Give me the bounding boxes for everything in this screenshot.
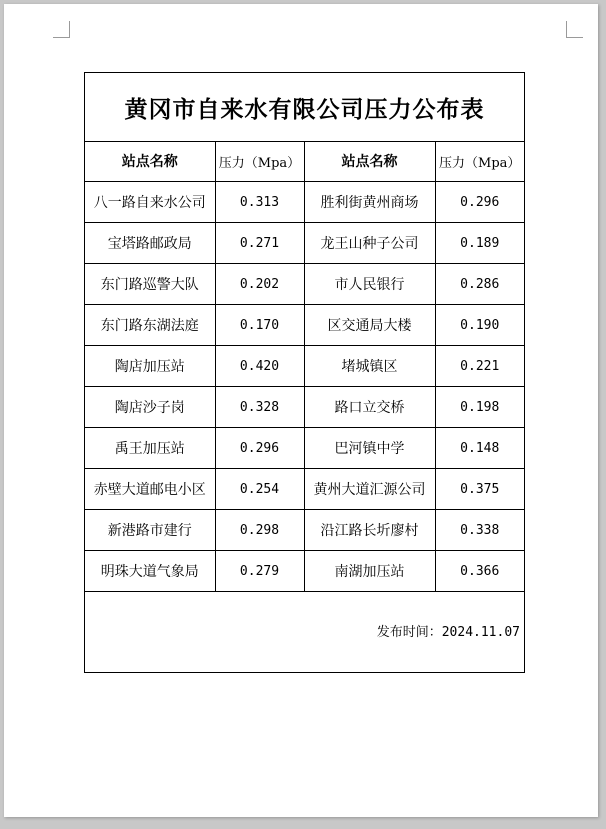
header-pressure-right: 压力（Mpa） (435, 141, 524, 182)
table-title: 黄冈市自来水有限公司压力公布表 (85, 73, 524, 142)
pressure-value-cell: 0.170 (215, 305, 304, 346)
station-name-cell: 陶店沙子岗 (85, 387, 215, 428)
station-name-cell: 禹王加压站 (85, 428, 215, 469)
header-station-left: 站点名称 (85, 141, 215, 182)
header-pressure-left: 压力（Mpa） (215, 141, 304, 182)
station-name-cell: 龙王山种子公司 (304, 223, 435, 264)
pressure-value-cell: 0.254 (215, 469, 304, 510)
publish-time-label: 发布时间： (376, 625, 442, 640)
station-name-cell: 赤壁大道邮电小区 (85, 469, 215, 510)
table-row (85, 305, 524, 346)
station-name-cell: 沿江路长圻廖村 (304, 510, 435, 551)
station-name-cell: 八一路自来水公司 (85, 182, 215, 223)
table-row (85, 387, 524, 428)
station-name-cell: 胜利街黄州商场 (304, 182, 435, 223)
station-name-cell: 堵城镇区 (304, 346, 435, 387)
pressure-value-cell: 0.338 (435, 510, 524, 551)
station-name-cell: 南湖加压站 (304, 551, 435, 592)
pressure-table-sheet (84, 72, 525, 673)
pressure-value-cell: 0.202 (215, 264, 304, 305)
pressure-value-cell: 0.148 (435, 428, 524, 469)
station-name-cell: 东门路东湖法庭 (85, 305, 215, 346)
pressure-value-cell: 0.279 (215, 551, 304, 592)
pressure-table (85, 141, 524, 592)
table-row (85, 551, 524, 592)
margin-corner-mark-top-right (566, 21, 583, 38)
station-name-cell: 黄州大道汇源公司 (304, 469, 435, 510)
table-row (85, 469, 524, 510)
station-name-cell: 新港路市建行 (85, 510, 215, 551)
pressure-value-cell: 0.190 (435, 305, 524, 346)
table-row (85, 346, 524, 387)
pressure-value-cell: 0.313 (215, 182, 304, 223)
pressure-value-cell: 0.198 (435, 387, 524, 428)
pressure-value-cell: 0.366 (435, 551, 524, 592)
table-row (85, 428, 524, 469)
pressure-value-cell: 0.221 (435, 346, 524, 387)
publish-time (377, 621, 520, 640)
pressure-value-cell: 0.420 (215, 346, 304, 387)
pressure-value-cell: 0.296 (215, 428, 304, 469)
station-name-cell: 巴河镇中学 (304, 428, 435, 469)
station-name-cell: 宝塔路邮政局 (85, 223, 215, 264)
table-row (85, 182, 524, 223)
pressure-value-cell: 0.296 (435, 182, 524, 223)
pressure-value-cell: 0.328 (215, 387, 304, 428)
station-name-cell: 区交通局大楼 (304, 305, 435, 346)
pressure-value-cell: 0.189 (435, 223, 524, 264)
station-name-cell: 东门路巡警大队 (85, 264, 215, 305)
table-row (85, 264, 524, 305)
table-row (85, 223, 524, 264)
pressure-value-cell: 0.375 (435, 469, 524, 510)
table-row (85, 510, 524, 551)
pressure-value-cell: 0.271 (215, 223, 304, 264)
header-station-right: 站点名称 (304, 141, 435, 182)
table-header-row (85, 141, 524, 182)
station-name-cell: 市人民银行 (304, 264, 435, 305)
station-name-cell: 陶店加压站 (85, 346, 215, 387)
pressure-value-cell: 0.298 (215, 510, 304, 551)
station-name-cell: 明珠大道气象局 (85, 551, 215, 592)
station-name-cell: 路口立交桥 (304, 387, 435, 428)
margin-corner-mark-top-left (53, 21, 70, 38)
pressure-value-cell: 0.286 (435, 264, 524, 305)
publish-time-date: 2024.11.07 (441, 625, 520, 640)
